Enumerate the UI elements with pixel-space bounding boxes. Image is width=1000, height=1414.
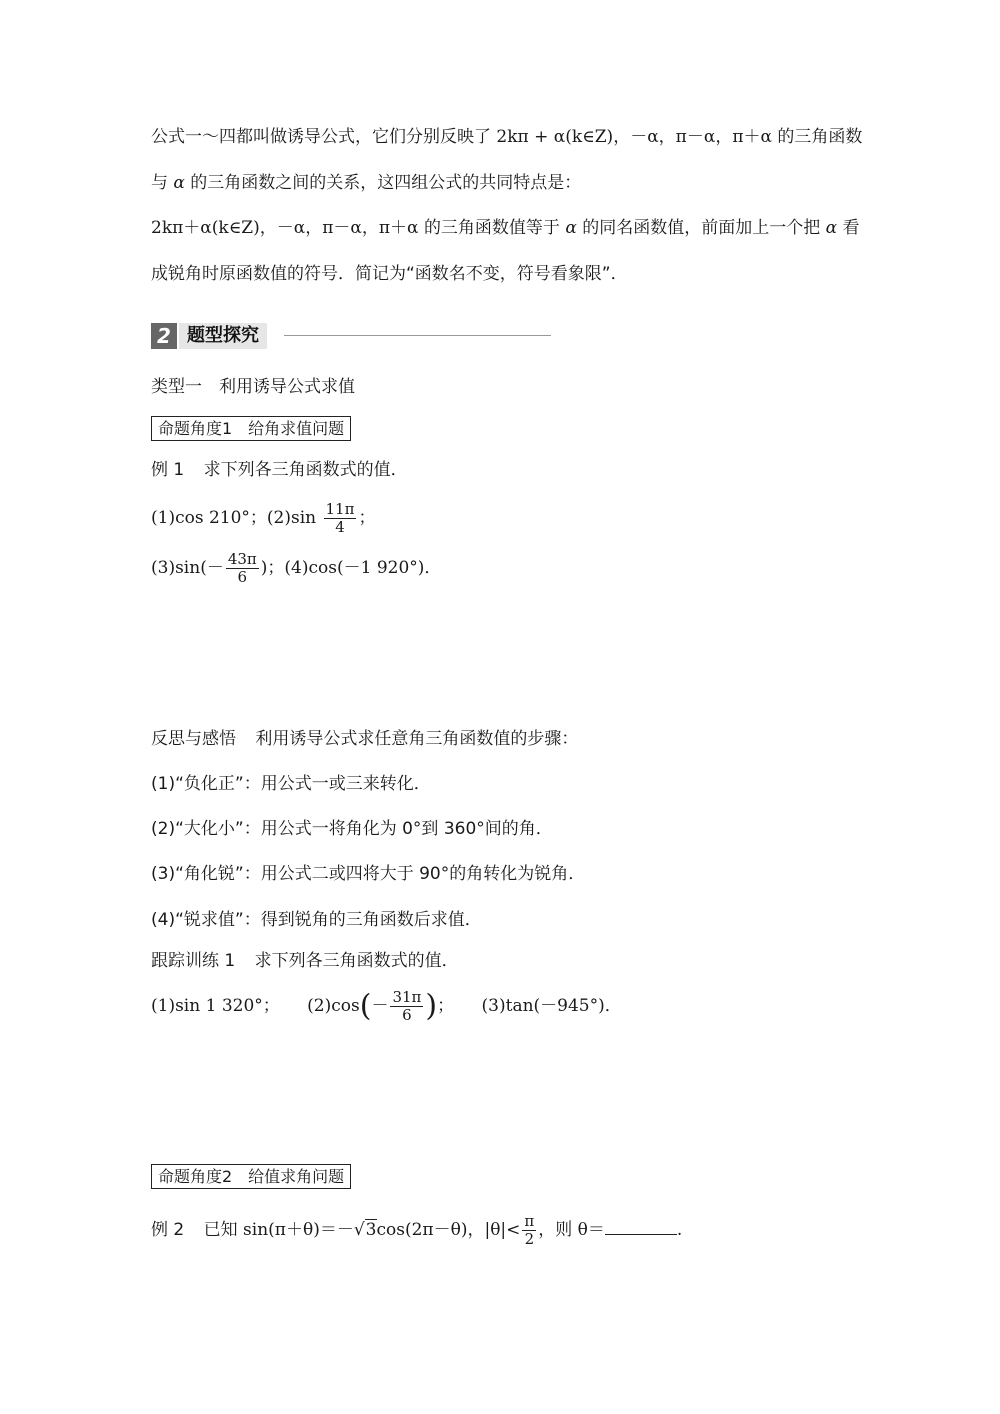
fraction-11pi-4	[324, 501, 357, 536]
section-title: 题型探究	[179, 323, 267, 349]
minus-sign: －	[371, 996, 389, 1016]
practice1-q3: (3)tan(－945°)．	[481, 996, 622, 1016]
alpha-symbol: α	[173, 173, 185, 193]
example1-q1-q2	[151, 500, 375, 536]
reflection-heading	[151, 728, 578, 750]
fraction-denominator: 2	[524, 1230, 535, 1248]
punctuation: ；	[437, 996, 455, 1016]
example2-text: ，则 θ＝	[538, 1220, 605, 1240]
intro-line-2	[151, 172, 581, 194]
example1-q3: (3)sin(－	[151, 558, 224, 578]
sqrt-icon: √	[353, 1220, 365, 1240]
practice1-heading	[151, 950, 459, 972]
left-paren: (	[359, 988, 372, 1024]
intro-text: 的三角函数之间的关系，这四组公式的共同特点是：	[190, 173, 582, 193]
fraction-43pi-6	[226, 551, 259, 586]
fraction-31pi-6	[390, 989, 423, 1024]
intro-formula: 2kπ + α(k∈Z)，－α，π－α，π＋α	[496, 127, 772, 147]
reflection-item: (1)“负化正”：用公式一或三来转化．	[151, 774, 431, 794]
intro-text: 与	[151, 173, 168, 193]
fraction-numerator: 43π	[227, 550, 257, 568]
alpha-symbol: α	[825, 218, 838, 238]
example1-q1: (1)cos 210°；(2)sin	[151, 508, 317, 528]
example1-q4: )；(4)cos(－1 920°)．	[260, 558, 442, 578]
practice1-text: 求下列各三角函数式的值．	[254, 951, 459, 971]
reflection-item: (2)“大化小”：用公式一将角化为 0°到 360°间的角．	[151, 819, 553, 839]
example1-label: 例 1	[151, 460, 185, 480]
intro-line-4: 成锐角时原函数值的符号．简记为“函数名不变，符号看象限”．	[151, 264, 628, 284]
right-paren: )	[425, 988, 438, 1024]
angle1-box: 命题角度1 给角求值问题	[151, 416, 351, 441]
intro-text: 看	[842, 218, 860, 238]
example1-text: 求下列各三角函数式的值．	[203, 460, 408, 480]
fraction-denominator: 6	[402, 1006, 412, 1024]
intro-text: 的三角函数值等于	[423, 218, 560, 238]
intro-text: 的同名函数值，前面加上一个把	[582, 218, 821, 238]
intro-line-3	[151, 217, 860, 239]
example2	[151, 1212, 682, 1248]
fraction-pi-2	[522, 1213, 536, 1248]
type1-heading: 类型一 利用诱导公式求值	[151, 377, 355, 397]
practice1-questions	[151, 988, 622, 1024]
example2-text: 已知 sin(π＋θ)＝－	[203, 1220, 354, 1240]
fraction-numerator: 11π	[325, 500, 355, 518]
sqrt-radicand: 3	[365, 1220, 377, 1240]
section-divider	[284, 335, 551, 336]
practice1-q2: (2)cos	[307, 996, 360, 1016]
intro-line-1	[151, 126, 862, 148]
reflection-item: (3)“角化锐”：用公式二或四将大于 90°的角转化为锐角．	[151, 864, 586, 884]
alpha-symbol: α	[565, 218, 577, 238]
intro-text: 公式一～四都叫做诱导公式，它们分别反映了	[151, 127, 491, 147]
answer-blank[interactable]	[605, 1218, 677, 1235]
reflection-text: 利用诱导公式求任意角三角函数值的步骤：	[255, 729, 579, 749]
example1-heading	[151, 459, 408, 481]
reflection-label: 反思与感悟	[151, 729, 236, 749]
punctuation: .	[676, 1220, 683, 1240]
fraction-denominator: 4	[335, 518, 345, 536]
fraction-numerator: 31π	[392, 988, 422, 1006]
example2-label: 例 2	[151, 1220, 185, 1240]
punctuation: ；	[358, 508, 376, 528]
section-number: 2	[151, 323, 177, 349]
section-heading	[151, 320, 551, 352]
example1-q3-q4	[151, 550, 441, 586]
practice1-label: 跟踪训练 1	[151, 951, 236, 971]
reflection-item: (4)“锐求值”：得到锐角的三角函数后求值．	[151, 910, 482, 930]
practice1-q1: (1)sin 1 320°；	[151, 996, 280, 1016]
example2-text: cos(2π－θ)，|θ|<	[376, 1220, 521, 1240]
intro-formula: 2kπ＋α(k∈Z)，－α，π－α，π＋α	[151, 218, 419, 238]
angle2-box: 命题角度2 给值求角问题	[151, 1164, 351, 1189]
intro-text: 的三角函数	[777, 127, 863, 147]
fraction-numerator: π	[524, 1212, 535, 1230]
fraction-denominator: 6	[237, 568, 248, 586]
